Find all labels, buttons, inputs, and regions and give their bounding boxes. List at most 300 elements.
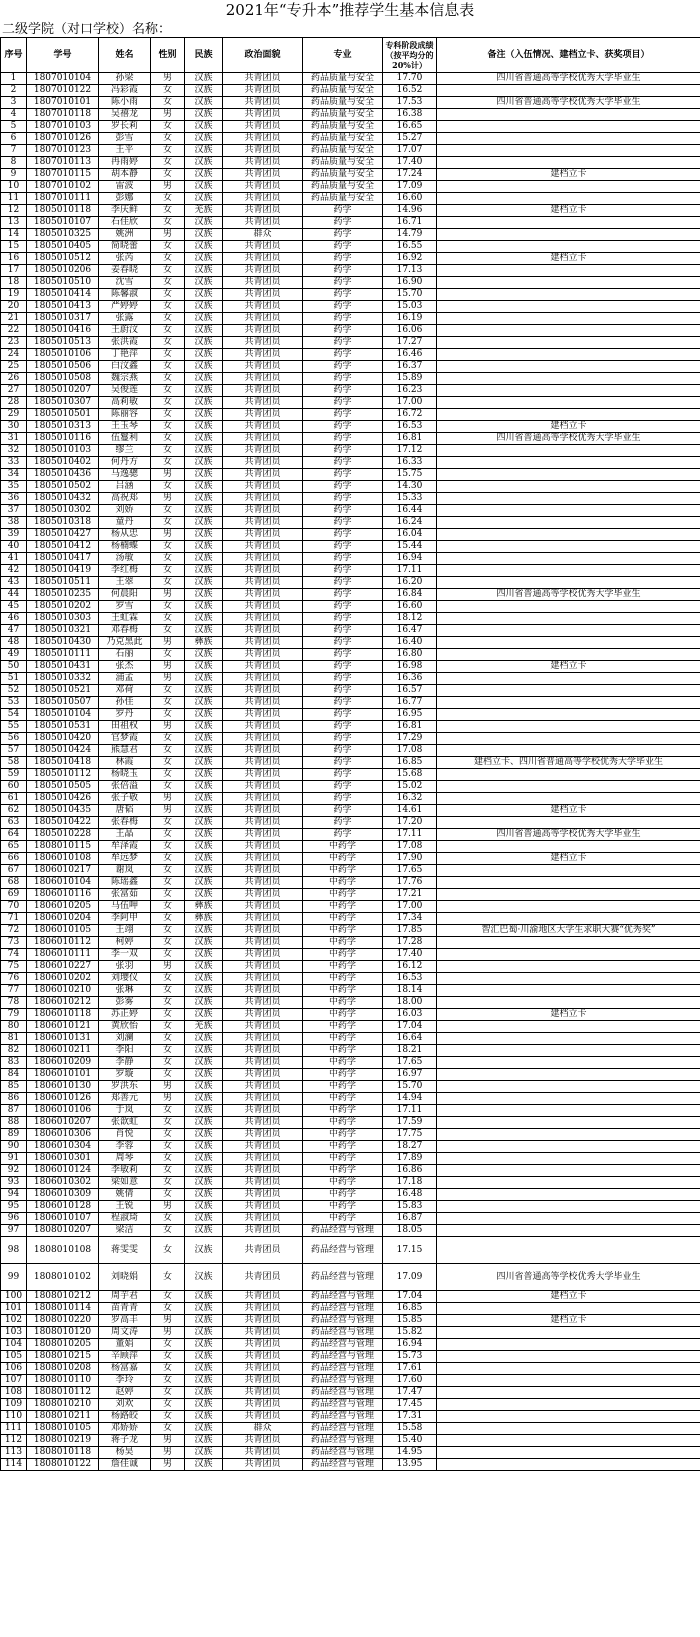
row-index-cell: 31 [1, 433, 27, 445]
ethnicity-cell: 汉族 [185, 853, 223, 865]
remarks-cell: 四川省普通高等学校优秀大学毕业生 [437, 589, 700, 601]
remarks-cell: 建档立卡、四川省普通高等学校优秀大学毕业生 [437, 757, 700, 769]
student-id-cell: 1805010202 [27, 601, 99, 613]
ethnicity-cell: 汉族 [185, 229, 223, 241]
gender-cell: 女 [151, 1153, 185, 1165]
table-row [1, 1375, 700, 1387]
table-row [1, 985, 700, 997]
political-status-cell: 共青团员 [223, 1129, 303, 1141]
row-index-cell: 112 [1, 1435, 27, 1447]
student-id-cell: 1805010206 [27, 265, 99, 277]
ethnicity-cell: 汉族 [185, 1399, 223, 1411]
student-id-cell: 1806010107 [27, 1213, 99, 1225]
row-index-cell: 80 [1, 1021, 27, 1033]
score-cell: 16.72 [383, 409, 437, 421]
political-status-cell: 共青团员 [223, 1459, 303, 1471]
score-cell: 17.04 [383, 1291, 437, 1303]
student-name-cell: 王蔚汶 [99, 325, 151, 337]
score-cell: 16.53 [383, 973, 437, 985]
student-name-cell: 童丹 [99, 517, 151, 529]
score-cell: 16.23 [383, 385, 437, 397]
score-cell: 16.77 [383, 697, 437, 709]
score-cell: 16.36 [383, 673, 437, 685]
student-id-cell: 1806010128 [27, 1201, 99, 1213]
row-index-cell: 81 [1, 1033, 27, 1045]
political-status-cell: 共青团员 [223, 145, 303, 157]
remarks-cell [437, 325, 700, 337]
student-name-cell: 赵婷 [99, 1387, 151, 1399]
student-name-cell: 魏宗燕 [99, 373, 151, 385]
student-name-cell: 苗青青 [99, 1303, 151, 1315]
ethnicity-cell: 汉族 [185, 1153, 223, 1165]
score-cell: 16.46 [383, 349, 437, 361]
student-id-cell: 1808010105 [27, 1423, 99, 1435]
student-name-cell: 张子敬 [99, 793, 151, 805]
student-name-cell: 胡本静 [99, 169, 151, 181]
gender-cell: 女 [151, 1375, 185, 1387]
remarks-cell [437, 265, 700, 277]
score-cell: 16.64 [383, 1033, 437, 1045]
row-index-cell: 27 [1, 385, 27, 397]
row-index-cell: 104 [1, 1339, 27, 1351]
table-row [1, 361, 700, 373]
row-index-cell: 60 [1, 781, 27, 793]
political-status-cell: 共青团员 [223, 457, 303, 469]
student-name-cell: 杨昊 [99, 1447, 151, 1459]
major-cell: 药品经营与管理 [303, 1411, 383, 1423]
score-cell: 17.15 [383, 1237, 437, 1264]
score-cell: 15.68 [383, 769, 437, 781]
student-id-cell: 1808010212 [27, 1291, 99, 1303]
score-cell: 16.38 [383, 109, 437, 121]
table-row [1, 889, 700, 901]
score-cell: 15.85 [383, 1315, 437, 1327]
row-index-cell: 91 [1, 1153, 27, 1165]
table-row [1, 313, 700, 325]
ethnicity-cell: 汉族 [185, 1363, 223, 1375]
student-id-cell: 1806010209 [27, 1057, 99, 1069]
major-cell: 药学 [303, 541, 383, 553]
row-index-cell: 59 [1, 769, 27, 781]
score-cell: 16.19 [383, 313, 437, 325]
political-status-cell: 共青团员 [223, 589, 303, 601]
gender-cell: 女 [151, 1069, 185, 1081]
score-cell: 17.70 [383, 73, 437, 85]
student-name-cell: 王锐 [99, 1201, 151, 1213]
table-row [1, 541, 700, 553]
student-name-cell: 罗丹 [99, 709, 151, 721]
student-name-cell: 苏正婷 [99, 1009, 151, 1021]
table-row [1, 1165, 700, 1177]
row-index-cell: 28 [1, 397, 27, 409]
row-index-cell: 52 [1, 685, 27, 697]
table-row [1, 229, 700, 241]
major-cell: 中药学 [303, 913, 383, 925]
score-cell: 16.92 [383, 253, 437, 265]
political-status-cell: 共青团员 [223, 529, 303, 541]
remarks-cell [437, 157, 700, 169]
student-name-cell: 伍鬘利 [99, 433, 151, 445]
ethnicity-cell: 汉族 [185, 817, 223, 829]
student-id-cell: 1807010111 [27, 193, 99, 205]
college-label: 二级学院（对口学校）名称： [2, 22, 172, 37]
student-name-cell: 李红梅 [99, 565, 151, 577]
political-status-cell: 共青团员 [223, 1093, 303, 1105]
ethnicity-cell: 汉族 [185, 745, 223, 757]
table-row [1, 217, 700, 229]
ethnicity-cell: 汉族 [185, 1351, 223, 1363]
remarks-cell [437, 649, 700, 661]
table-row [1, 553, 700, 565]
political-status-cell: 共青团员 [223, 1213, 303, 1225]
gender-cell: 女 [151, 577, 185, 589]
row-index-cell: 105 [1, 1351, 27, 1363]
ethnicity-cell: 汉族 [185, 985, 223, 997]
remarks-cell [437, 697, 700, 709]
row-index-cell: 58 [1, 757, 27, 769]
remarks-cell [437, 889, 700, 901]
political-status-cell: 共青团员 [223, 481, 303, 493]
table-row [1, 433, 700, 445]
major-cell: 药学 [303, 409, 383, 421]
remarks-cell [437, 229, 700, 241]
gender-cell: 女 [151, 301, 185, 313]
student-name-cell: 周文涛 [99, 1327, 151, 1339]
remarks-cell [437, 1177, 700, 1189]
remarks-cell [437, 997, 700, 1009]
major-cell: 中药学 [303, 841, 383, 853]
ethnicity-cell: 汉族 [185, 757, 223, 769]
student-id-cell: 1806010118 [27, 1009, 99, 1021]
political-status-cell: 共青团员 [223, 1153, 303, 1165]
score-cell: 16.53 [383, 421, 437, 433]
major-cell: 药学 [303, 709, 383, 721]
student-id-cell: 1805010103 [27, 445, 99, 457]
table-row [1, 1327, 700, 1339]
score-cell: 16.81 [383, 721, 437, 733]
remarks-cell [437, 1213, 700, 1225]
score-cell: 15.33 [383, 493, 437, 505]
ethnicity-cell: 汉族 [185, 781, 223, 793]
student-name-cell: 梁洁 [99, 1225, 151, 1237]
header-score: 专科阶段成绩（按平均分的20%计） [383, 38, 437, 73]
political-status-cell: 共青团员 [223, 1189, 303, 1201]
political-status-cell: 共青团员 [223, 1225, 303, 1237]
row-index-cell: 2 [1, 85, 27, 97]
major-cell: 药学 [303, 301, 383, 313]
major-cell: 中药学 [303, 1057, 383, 1069]
major-cell: 药学 [303, 361, 383, 373]
political-status-cell: 共青团员 [223, 901, 303, 913]
student-id-cell: 1806010105 [27, 925, 99, 937]
major-cell: 中药学 [303, 1189, 383, 1201]
gender-cell: 女 [151, 649, 185, 661]
ethnicity-cell: 汉族 [185, 169, 223, 181]
major-cell: 药学 [303, 625, 383, 637]
major-cell: 药品经营与管理 [303, 1387, 383, 1399]
remarks-cell [437, 349, 700, 361]
political-status-cell: 共青团员 [223, 349, 303, 361]
row-index-cell: 7 [1, 145, 27, 157]
remarks-cell: 建档立卡 [437, 1315, 700, 1327]
score-cell: 18.00 [383, 997, 437, 1009]
gender-cell: 女 [151, 277, 185, 289]
table-row [1, 1105, 700, 1117]
political-status-cell: 共青团员 [223, 937, 303, 949]
major-cell: 中药学 [303, 949, 383, 961]
ethnicity-cell: 汉族 [185, 85, 223, 97]
ethnicity-cell: 汉族 [185, 1189, 223, 1201]
remarks-cell [437, 481, 700, 493]
remarks-cell [437, 1303, 700, 1315]
political-status-cell: 共青团员 [223, 1177, 303, 1189]
student-name-cell: 陈丽容 [99, 409, 151, 421]
political-status-cell: 共青团员 [223, 1351, 303, 1363]
ethnicity-cell: 汉族 [185, 793, 223, 805]
political-status-cell: 共青团员 [223, 181, 303, 193]
score-cell: 17.60 [383, 1375, 437, 1387]
major-cell: 药学 [303, 637, 383, 649]
major-cell: 药学 [303, 661, 383, 673]
political-status-cell: 共青团员 [223, 1069, 303, 1081]
remarks-cell [437, 1033, 700, 1045]
score-cell: 17.40 [383, 157, 437, 169]
major-cell: 药学 [303, 805, 383, 817]
table-row [1, 793, 700, 805]
row-index-cell: 39 [1, 529, 27, 541]
gender-cell: 女 [151, 865, 185, 877]
table-row [1, 1339, 700, 1351]
political-status-cell: 共青团员 [223, 961, 303, 973]
ethnicity-cell: 汉族 [185, 1315, 223, 1327]
political-status-cell: 共青团员 [223, 697, 303, 709]
table-row [1, 649, 700, 661]
row-index-cell: 21 [1, 313, 27, 325]
political-status-cell: 共青团员 [223, 1327, 303, 1339]
major-cell: 中药学 [303, 1105, 383, 1117]
table-row [1, 925, 700, 937]
student-name-cell: 严婷婷 [99, 301, 151, 313]
gender-cell: 女 [151, 517, 185, 529]
student-id-cell: 1805010427 [27, 529, 99, 541]
ethnicity-cell: 汉族 [185, 949, 223, 961]
political-status-cell: 共青团员 [223, 1411, 303, 1423]
student-id-cell: 1807010126 [27, 133, 99, 145]
ethnicity-cell: 汉族 [185, 613, 223, 625]
row-index-cell: 98 [1, 1237, 27, 1264]
gender-cell: 女 [151, 973, 185, 985]
remarks-cell: 建档立卡 [437, 1291, 700, 1303]
gender-cell: 女 [151, 1339, 185, 1351]
student-id-cell: 1807010104 [27, 73, 99, 85]
remarks-cell [437, 1069, 700, 1081]
student-name-cell: 杨从忠 [99, 529, 151, 541]
student-name-cell: 肖悦 [99, 1129, 151, 1141]
table-row [1, 745, 700, 757]
ethnicity-cell: 汉族 [185, 1423, 223, 1435]
header-index: 序号 [1, 38, 27, 73]
score-cell: 16.60 [383, 601, 437, 613]
table-row [1, 457, 700, 469]
remarks-cell [437, 577, 700, 589]
remarks-cell [437, 949, 700, 961]
gender-cell: 女 [151, 565, 185, 577]
row-index-cell: 25 [1, 361, 27, 373]
remarks-cell [437, 121, 700, 133]
row-index-cell: 53 [1, 697, 27, 709]
row-index-cell: 79 [1, 1009, 27, 1021]
major-cell: 药学 [303, 685, 383, 697]
gender-cell: 女 [151, 1303, 185, 1315]
score-cell: 17.76 [383, 877, 437, 889]
political-status-cell: 共青团员 [223, 709, 303, 721]
remarks-cell: 建档立卡 [437, 205, 700, 217]
score-cell: 17.61 [383, 1363, 437, 1375]
student-name-cell: 李蓉 [99, 1141, 151, 1153]
student-name-cell: 张芮 [99, 253, 151, 265]
ethnicity-cell: 汉族 [185, 301, 223, 313]
row-index-cell: 100 [1, 1291, 27, 1303]
remarks-cell [437, 1081, 700, 1093]
table-row [1, 1303, 700, 1315]
row-index-cell: 10 [1, 181, 27, 193]
gender-cell: 女 [151, 325, 185, 337]
score-cell: 15.89 [383, 373, 437, 385]
student-name-cell: 杨晓玉 [99, 769, 151, 781]
political-status-cell: 共青团员 [223, 289, 303, 301]
table-row [1, 1129, 700, 1141]
row-index-cell: 44 [1, 589, 27, 601]
gender-cell: 女 [151, 1237, 185, 1264]
major-cell: 药学 [303, 529, 383, 541]
gender-cell: 女 [151, 745, 185, 757]
student-id-cell: 1805010531 [27, 721, 99, 733]
student-name-cell: 罗璇 [99, 1069, 151, 1081]
major-cell: 药学 [303, 397, 383, 409]
political-status-cell: 共青团员 [223, 1009, 303, 1021]
remarks-cell [437, 517, 700, 529]
student-id-cell: 1805010507 [27, 697, 99, 709]
table-row [1, 529, 700, 541]
student-name-cell: 董娟 [99, 1339, 151, 1351]
major-cell: 药学 [303, 349, 383, 361]
major-cell: 中药学 [303, 937, 383, 949]
ethnicity-cell: 汉族 [185, 457, 223, 469]
ethnicity-cell: 汉族 [185, 733, 223, 745]
major-cell: 药学 [303, 733, 383, 745]
gender-cell: 女 [151, 445, 185, 457]
gender-cell: 女 [151, 133, 185, 145]
student-id-cell: 1805010430 [27, 637, 99, 649]
score-cell: 16.20 [383, 577, 437, 589]
score-cell: 17.27 [383, 337, 437, 349]
remarks-cell [437, 1327, 700, 1339]
remarks-cell [437, 793, 700, 805]
row-index-cell: 97 [1, 1225, 27, 1237]
table-row [1, 397, 700, 409]
row-index-cell: 34 [1, 469, 27, 481]
political-status-cell: 共青团员 [223, 757, 303, 769]
student-name-cell: 张羽 [99, 961, 151, 973]
political-status-cell: 共青团员 [223, 313, 303, 325]
row-index-cell: 65 [1, 841, 27, 853]
student-name-cell: 熊慧君 [99, 745, 151, 757]
student-id-cell: 1805010511 [27, 577, 99, 589]
row-index-cell: 6 [1, 133, 27, 145]
student-id-cell: 1807010118 [27, 109, 99, 121]
major-cell: 药品经营与管理 [303, 1447, 383, 1459]
major-cell: 药学 [303, 289, 383, 301]
student-name-cell: 简晓蕾 [99, 241, 151, 253]
student-name-cell: 马逸骢 [99, 469, 151, 481]
student-name-cell: 孙佳 [99, 697, 151, 709]
student-id-cell: 1805010435 [27, 805, 99, 817]
student-id-cell: 1805010508 [27, 373, 99, 385]
remarks-cell [437, 1201, 700, 1213]
political-status-cell: 共青团员 [223, 1399, 303, 1411]
student-id-cell: 1806010205 [27, 901, 99, 913]
row-index-cell: 70 [1, 901, 27, 913]
score-cell: 17.11 [383, 565, 437, 577]
score-cell: 17.20 [383, 817, 437, 829]
ethnicity-cell: 汉族 [185, 1327, 223, 1339]
ethnicity-cell: 汉族 [185, 505, 223, 517]
major-cell: 药学 [303, 325, 383, 337]
major-cell: 药学 [303, 589, 383, 601]
ethnicity-cell: 汉族 [185, 805, 223, 817]
ethnicity-cell: 羌族 [185, 205, 223, 217]
score-cell: 17.29 [383, 733, 437, 745]
major-cell: 药学 [303, 793, 383, 805]
ethnicity-cell: 汉族 [185, 1435, 223, 1447]
student-id-cell: 1808010220 [27, 1315, 99, 1327]
student-name-cell: 浦孟 [99, 673, 151, 685]
student-id-cell: 1805010317 [27, 313, 99, 325]
student-id-cell: 1808010122 [27, 1459, 99, 1471]
ethnicity-cell: 汉族 [185, 421, 223, 433]
gender-cell: 女 [151, 361, 185, 373]
remarks-cell [437, 1387, 700, 1399]
score-cell: 17.40 [383, 949, 437, 961]
ethnicity-cell: 汉族 [185, 373, 223, 385]
major-cell: 药学 [303, 517, 383, 529]
student-name-cell: 彭雪 [99, 133, 151, 145]
student-id-cell: 1805010426 [27, 793, 99, 805]
student-id-cell: 1806010301 [27, 1153, 99, 1165]
gender-cell: 女 [151, 685, 185, 697]
score-cell: 16.03 [383, 1009, 437, 1021]
row-index-cell: 83 [1, 1057, 27, 1069]
political-status-cell: 共青团员 [223, 649, 303, 661]
political-status-cell: 共青团员 [223, 133, 303, 145]
score-cell: 16.47 [383, 625, 437, 637]
score-cell: 17.65 [383, 865, 437, 877]
table-row [1, 517, 700, 529]
major-cell: 药品经营与管理 [303, 1375, 383, 1387]
ethnicity-cell: 汉族 [185, 1057, 223, 1069]
major-cell: 中药学 [303, 1201, 383, 1213]
ethnicity-cell: 汉族 [185, 469, 223, 481]
score-cell: 16.55 [383, 241, 437, 253]
table-row [1, 1045, 700, 1057]
student-id-cell: 1805010501 [27, 409, 99, 421]
row-index-cell: 56 [1, 733, 27, 745]
table-row [1, 709, 700, 721]
major-cell: 中药学 [303, 961, 383, 973]
table-row [1, 265, 700, 277]
political-status-cell: 共青团员 [223, 397, 303, 409]
gender-cell: 女 [151, 97, 185, 109]
